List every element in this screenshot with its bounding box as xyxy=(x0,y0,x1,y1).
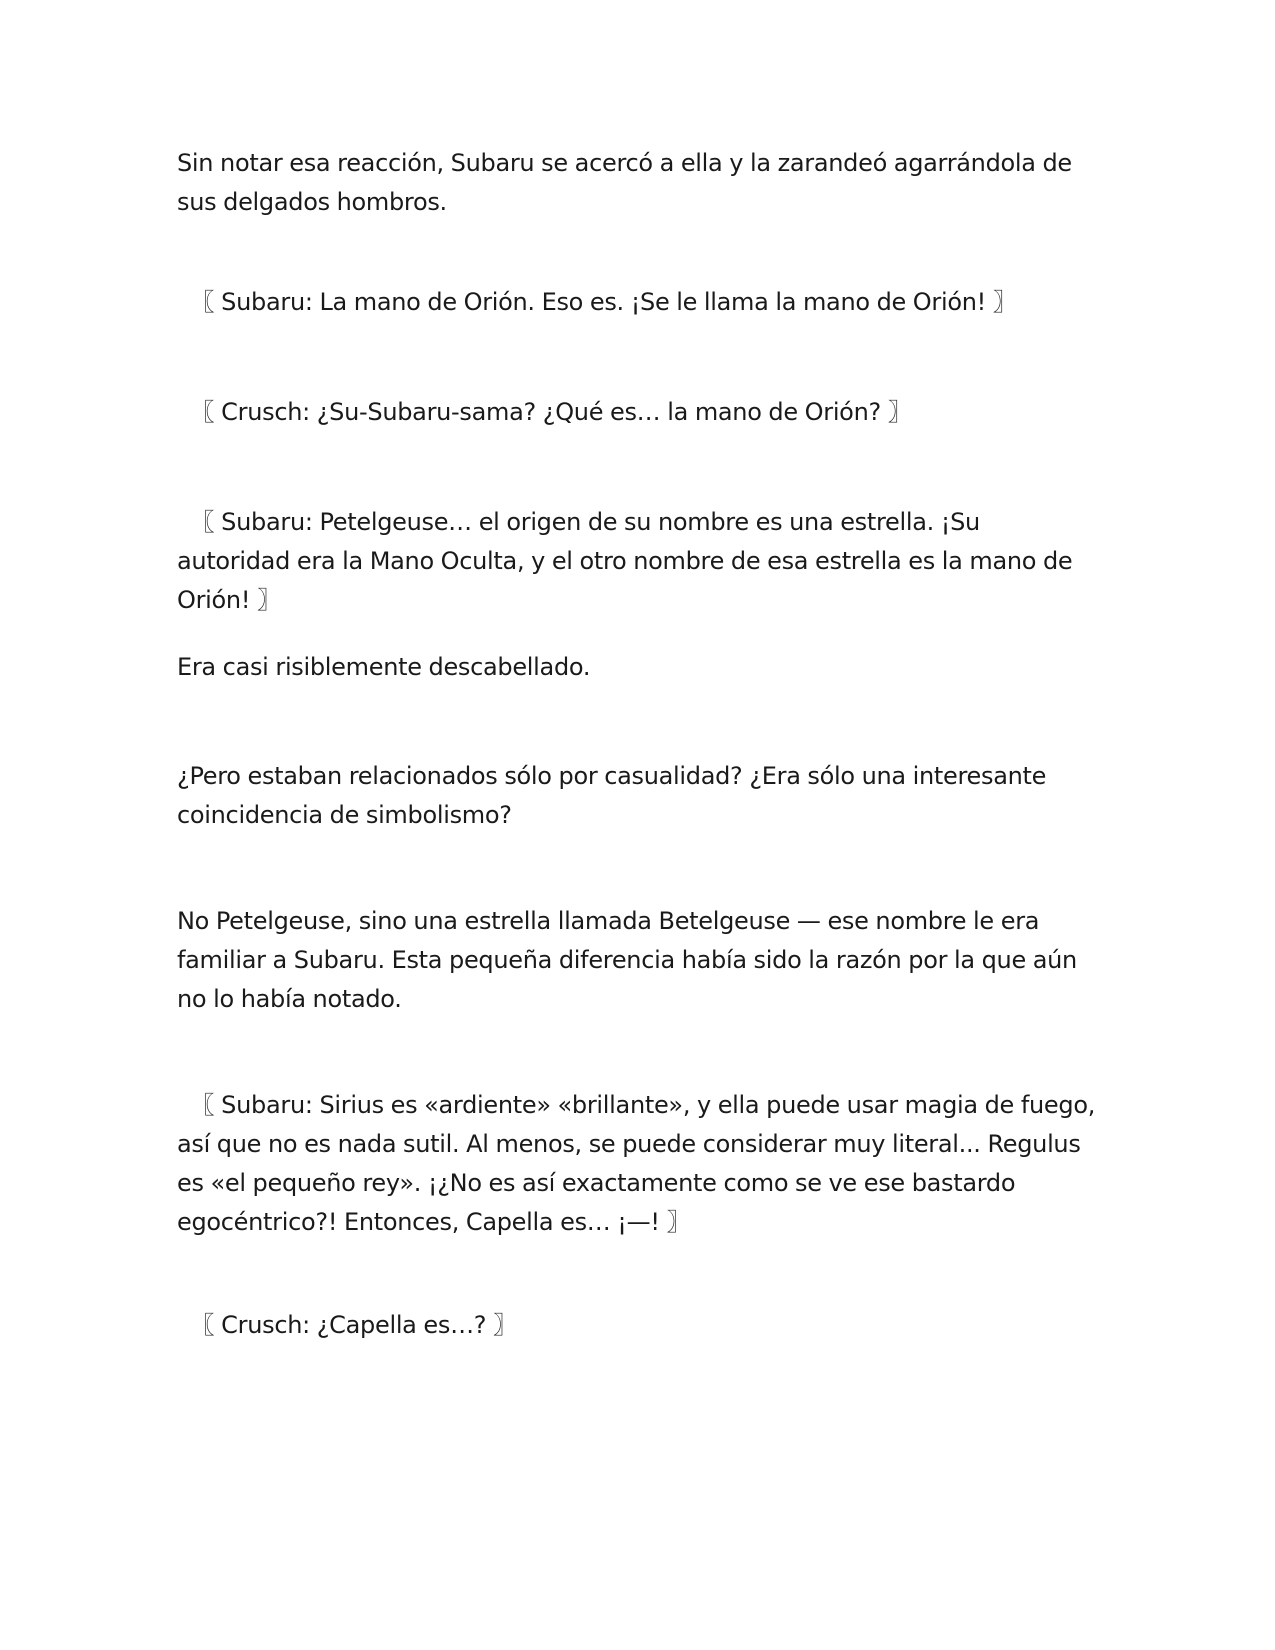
dialogue-subaru: 〖 Subaru: Sirius es «ardiente» «brillante», y ella puede usar magia de fuego, así que no es nada sutil. Al menos, se puede considerar muy literal... Regulus es «el pequeño rey». ¡¿No es así exactamente como se ve ese bastardo egocéntrico?! Entonces, Capella es… ¡—! 〗 xyxy=(177,1091,1096,1236)
dialogue-crusch: 〖 Crusch: ¿Su-Subaru-sama? ¿Qué es… la mano de Orión? 〗 xyxy=(177,398,912,426)
dialogue-crusch: 〖 Crusch: ¿Capella es…? 〗 xyxy=(177,1311,517,1339)
dialogue-subaru: 〖 Subaru: La mano de Orión. Eso es. ¡Se le llama la mano de Orión! 〗 xyxy=(177,288,1017,316)
narration-paragraph: Sin notar esa reacción, Subaru se acercó a ella y la zarandeó agarrándola de sus delgados hombros. xyxy=(177,149,1072,216)
narration-paragraph: ¿Pero estaban relacionados sólo por casualidad? ¿Era sólo una interesante coincidencia de simbolismo? xyxy=(177,762,1047,829)
narration-paragraph: No Petelgeuse, sino una estrella llamada Betelgeuse — ese nombre le era familiar a Subaru. Esta pequeña diferencia había sido la razón por la que aún no lo había notado. xyxy=(177,907,1077,1013)
dialogue-subaru: 〖 Subaru: Petelgeuse… el origen de su nombre es una estrella. ¡Su autoridad era la Mano Oculta, y el otro nombre de esa estrella es la mano de Orión! 〗 xyxy=(177,508,1073,614)
narration-paragraph: Era casi risiblemente descabellado. xyxy=(177,653,591,681)
